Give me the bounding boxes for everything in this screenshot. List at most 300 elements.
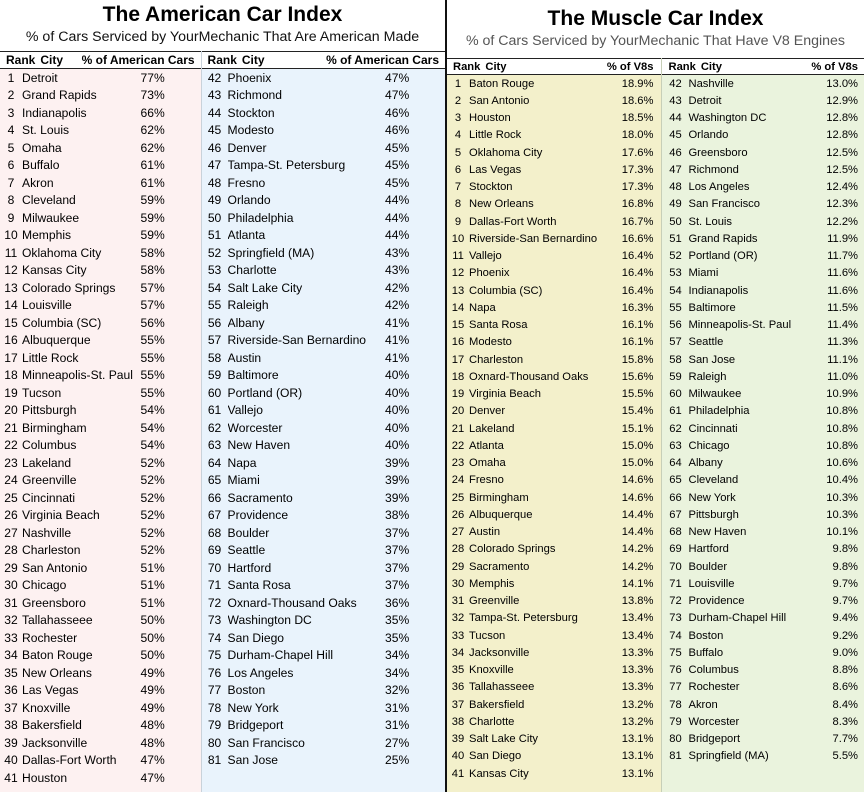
rank-cell: 69	[669, 543, 682, 556]
city-cell: Greenville	[469, 595, 520, 608]
table-row	[202, 332, 445, 350]
pct-cell: 12.4%	[826, 181, 858, 194]
pct-cell: 59%	[140, 210, 165, 225]
american-index-title: The American Car Index	[102, 3, 343, 26]
pct-cell: 14.6%	[621, 474, 654, 487]
city-cell: Miami	[227, 473, 260, 488]
pct-cell: 61%	[140, 158, 165, 173]
pct-cell: 61%	[140, 175, 165, 190]
pct-header: % of V8s	[606, 60, 654, 73]
table-row	[662, 731, 864, 748]
city-cell: Phoenix	[469, 267, 510, 280]
table-row	[447, 472, 661, 489]
rank-cell: 26	[451, 508, 465, 521]
city-cell: Houston	[22, 770, 68, 785]
rank-cell: 69	[207, 543, 222, 558]
pct-cell: 40%	[385, 420, 410, 435]
table-row	[447, 144, 661, 161]
table-header	[0, 51, 201, 69]
rank-cell: 40	[451, 750, 465, 763]
city-cell: Akron	[22, 175, 54, 190]
table-row	[662, 662, 864, 679]
table-row	[0, 314, 201, 332]
table-row	[0, 489, 201, 507]
table-row	[0, 454, 201, 472]
rank-cell: 36	[4, 683, 18, 698]
pct-cell: 59%	[140, 193, 165, 208]
rank-cell: 29	[4, 560, 18, 575]
table-row	[662, 420, 864, 437]
pct-cell: 15.5%	[621, 388, 654, 401]
table-row	[662, 196, 864, 213]
pct-cell: 8.3%	[832, 715, 858, 728]
pct-cell: 38%	[385, 508, 410, 523]
rank-cell: 73	[207, 613, 222, 628]
city-cell: Seattle	[688, 336, 724, 349]
pct-cell: 10.4%	[826, 474, 858, 487]
table-row	[202, 262, 445, 280]
pct-cell: 45%	[385, 175, 410, 190]
rank-cell: 33	[4, 630, 18, 645]
pct-cell: 13.1%	[621, 733, 654, 746]
city-cell: Bakersfield	[22, 718, 82, 733]
city-cell: Las Vegas	[22, 683, 79, 698]
pct-cell: 49%	[140, 700, 165, 715]
pct-cell: 44%	[385, 193, 410, 208]
table-row	[447, 489, 661, 506]
city-cell: Pittsburgh	[22, 403, 77, 418]
city-cell: New Haven	[227, 438, 291, 453]
city-cell: Rochester	[688, 681, 740, 694]
rank-cell: 7	[7, 175, 15, 190]
pct-cell: 37%	[385, 543, 410, 558]
rank-cell: 72	[669, 595, 682, 608]
city-cell: Tucson	[469, 629, 506, 642]
table-row	[0, 192, 201, 210]
table-row	[447, 644, 661, 661]
table-row	[0, 577, 201, 595]
table-row	[0, 209, 201, 227]
table-row	[447, 679, 661, 696]
city-cell: Dallas-Fort Worth	[22, 753, 117, 768]
pct-cell: 56%	[140, 315, 165, 330]
table-row	[202, 647, 445, 665]
city-cell: Tampa-St. Petersburg	[227, 158, 346, 173]
pct-cell: 14.1%	[621, 577, 654, 590]
rank-cell: 17	[451, 353, 465, 366]
rank-cell: 60	[207, 385, 222, 400]
rank-cell: 68	[669, 526, 682, 539]
rank-cell: 13	[4, 280, 18, 295]
table-rows	[447, 75, 661, 782]
city-cell: Albuquerque	[469, 508, 533, 521]
pct-cell: 15.8%	[621, 353, 654, 366]
city-cell: Grand Rapids	[22, 88, 97, 103]
rank-cell: 18	[451, 370, 465, 383]
table-row	[0, 594, 201, 612]
pct-cell: 42%	[385, 298, 410, 313]
table-row	[202, 454, 445, 472]
table-header	[447, 58, 661, 75]
pct-header: % of American Cars	[81, 53, 195, 67]
table-row	[202, 384, 445, 402]
pct-cell: 18.5%	[621, 112, 654, 125]
table-row	[0, 472, 201, 490]
rank-cell: 31	[451, 595, 465, 608]
city-cell: Riverside-San Bernardino	[227, 333, 367, 348]
rank-cell: 59	[669, 370, 682, 383]
pct-cell: 10.3%	[826, 491, 858, 504]
city-cell: Minneapolis-St. Paul	[688, 319, 792, 332]
muscle-index-title: The Muscle Car Index	[547, 7, 764, 30]
pct-cell: 15.1%	[621, 422, 654, 435]
pct-cell: 27%	[385, 735, 410, 750]
city-cell: Tucson	[22, 385, 62, 400]
pct-cell: 12.5%	[826, 163, 858, 176]
city-cell: Louisville	[22, 298, 72, 313]
city-cell: Denver	[227, 140, 267, 155]
table-row	[662, 541, 864, 558]
table-rows	[202, 69, 445, 769]
city-cell: Philadelphia	[227, 210, 294, 225]
rank-cell: 81	[207, 753, 222, 768]
table-row	[0, 402, 201, 420]
city-cell: Sacramento	[227, 490, 293, 505]
muscle-table-right-column	[661, 58, 864, 792]
table-row	[0, 384, 201, 402]
table-header	[202, 51, 445, 69]
pct-cell: 34%	[385, 648, 410, 663]
rank-cell: 59	[207, 368, 222, 383]
pct-cell: 55%	[140, 385, 165, 400]
city-cell: Kansas City	[22, 263, 87, 278]
table-row	[0, 734, 201, 752]
city-cell: Durham-Chapel Hill	[688, 612, 787, 625]
rank-cell: 52	[207, 245, 222, 260]
pct-cell: 12.2%	[826, 215, 858, 228]
rank-cell: 74	[207, 630, 222, 645]
rank-cell: 70	[669, 560, 682, 573]
table-row	[0, 629, 201, 647]
pct-cell: 5.5%	[832, 750, 858, 763]
rank-cell: 33	[451, 629, 465, 642]
table-row	[447, 299, 661, 316]
pct-cell: 55%	[140, 368, 165, 383]
pct-cell: 17.3%	[621, 181, 654, 194]
pct-cell: 10.6%	[826, 457, 858, 470]
pct-cell: 77%	[140, 70, 165, 85]
table-row	[447, 437, 661, 454]
pct-cell: 12.8%	[826, 112, 858, 125]
pct-cell: 16.8%	[621, 198, 654, 211]
rank-cell: 46	[207, 140, 222, 155]
table-row	[447, 110, 661, 127]
table-row	[447, 765, 661, 782]
rank-cell: 45	[207, 123, 222, 138]
rank-cell: 74	[669, 629, 682, 642]
table-row	[662, 179, 864, 196]
pct-cell: 13.2%	[621, 698, 654, 711]
city-cell: Greenville	[22, 473, 77, 488]
rank-header: Rank	[453, 60, 481, 73]
pct-cell: 50%	[140, 648, 165, 663]
rank-cell: 25	[451, 491, 465, 504]
rank-cell: 21	[4, 420, 18, 435]
rank-cell: 40	[4, 753, 18, 768]
pct-cell: 62%	[140, 140, 165, 155]
rank-cell: 53	[669, 267, 682, 280]
table-row	[0, 87, 201, 105]
city-cell: Columbus	[688, 664, 739, 677]
table-row	[662, 644, 864, 661]
table-row	[202, 87, 445, 105]
city-header: City	[40, 53, 64, 67]
city-cell: Bakersfield	[469, 698, 525, 711]
table-row	[202, 279, 445, 297]
rank-cell: 19	[4, 385, 18, 400]
pct-cell: 37%	[385, 525, 410, 540]
rank-cell: 47	[207, 158, 222, 173]
city-cell: Austin	[469, 526, 501, 539]
table-row	[662, 506, 864, 523]
city-cell: Cincinnati	[22, 490, 76, 505]
rank-cell: 61	[207, 403, 222, 418]
muscle-car-index-panel	[447, 0, 864, 792]
city-cell: Stockton	[469, 181, 513, 194]
muscle-table	[447, 58, 864, 792]
city-cell: Providence	[688, 595, 745, 608]
pct-cell: 37%	[385, 560, 410, 575]
pct-cell: 57%	[140, 298, 165, 313]
city-cell: Baton Rouge	[469, 77, 535, 90]
rank-cell: 78	[669, 698, 682, 711]
rank-header: Rank	[668, 60, 696, 73]
rank-cell: 37	[4, 700, 18, 715]
rank-cell: 39	[451, 733, 465, 746]
pct-cell: 8.4%	[832, 698, 858, 711]
rank-cell: 51	[669, 232, 682, 245]
pct-cell: 16.6%	[621, 232, 654, 245]
table-row	[202, 419, 445, 437]
city-cell: Columbia (SC)	[469, 284, 543, 297]
rank-cell: 61	[669, 405, 682, 418]
pct-cell: 52%	[140, 508, 165, 523]
rank-cell: 71	[669, 577, 682, 590]
pct-cell: 14.4%	[621, 526, 654, 539]
rank-header: Rank	[6, 53, 36, 67]
pct-cell: 10.3%	[826, 508, 858, 521]
rank-cell: 3	[454, 112, 462, 125]
city-cell: Napa	[227, 455, 257, 470]
table-row	[202, 629, 445, 647]
rank-cell: 32	[4, 613, 18, 628]
city-cell: Charlotte	[469, 715, 515, 728]
table-row	[0, 367, 201, 385]
city-cell: Baltimore	[227, 368, 279, 383]
pct-cell: 18.6%	[621, 94, 654, 107]
pct-cell: 18.0%	[621, 129, 654, 142]
city-cell: Buffalo	[688, 646, 724, 659]
pct-cell: 15.0%	[621, 457, 654, 470]
table-row	[202, 174, 445, 192]
pct-cell: 10.1%	[826, 526, 858, 539]
rank-cell: 30	[4, 578, 18, 593]
table-row	[447, 541, 661, 558]
pct-cell: 42%	[385, 280, 410, 295]
city-cell: Virginia Beach	[22, 508, 100, 523]
pct-cell: 40%	[385, 438, 410, 453]
pct-cell: 50%	[140, 630, 165, 645]
table-row	[662, 299, 864, 316]
rank-header: Rank	[207, 53, 237, 67]
rank-cell: 2	[454, 94, 462, 107]
pct-cell: 49%	[140, 665, 165, 680]
table-row	[662, 282, 864, 299]
rank-cell: 15	[451, 319, 465, 332]
table-row	[202, 209, 445, 227]
rank-cell: 57	[669, 336, 682, 349]
rank-cell: 19	[451, 388, 465, 401]
table-row	[0, 332, 201, 350]
rank-cell: 79	[207, 718, 222, 733]
city-cell: Tampa-St. Petersburg	[469, 612, 578, 625]
rank-cell: 49	[669, 198, 682, 211]
pct-cell: 11.9%	[827, 232, 858, 245]
city-cell: Pittsburgh	[688, 508, 739, 521]
city-cell: New York	[227, 700, 279, 715]
pct-cell: 12.8%	[826, 129, 858, 142]
city-cell: Portland (OR)	[227, 385, 303, 400]
pct-cell: 34%	[385, 665, 410, 680]
pct-cell: 41%	[385, 315, 410, 330]
pct-cell: 16.1%	[621, 336, 654, 349]
rank-cell: 39	[4, 735, 18, 750]
city-cell: Springfield (MA)	[227, 245, 315, 260]
table-row	[447, 75, 661, 92]
city-cell: Modesto	[469, 336, 512, 349]
rank-cell: 28	[451, 543, 465, 556]
pct-cell: 10.8%	[826, 405, 858, 418]
table-row	[202, 594, 445, 612]
city-cell: Louisville	[688, 577, 735, 590]
city-cell: Philadelphia	[688, 405, 750, 418]
city-cell: Birmingham	[469, 491, 529, 504]
pct-cell: 54%	[140, 420, 165, 435]
pct-cell: 15.6%	[621, 370, 654, 383]
pct-cell: 8.6%	[832, 681, 858, 694]
city-cell: Milwaukee	[22, 210, 80, 225]
city-cell: Denver	[469, 405, 506, 418]
table-row	[447, 696, 661, 713]
table-row	[662, 265, 864, 282]
rank-cell: 4	[454, 129, 462, 142]
rank-cell: 55	[669, 301, 682, 314]
table-row	[662, 679, 864, 696]
pct-cell: 10.8%	[826, 422, 858, 435]
rank-cell: 73	[669, 612, 682, 625]
city-cell: Tallahasseee	[22, 613, 93, 628]
table-row	[662, 489, 864, 506]
table-row	[447, 610, 661, 627]
rank-cell: 44	[669, 112, 682, 125]
pct-cell: 12.9%	[826, 94, 858, 107]
city-cell: Akron	[688, 698, 718, 711]
table-row	[202, 104, 445, 122]
table-row	[0, 699, 201, 717]
city-cell: San Francisco	[227, 735, 305, 750]
pct-cell: 35%	[385, 630, 410, 645]
city-cell: Greensboro	[22, 595, 86, 610]
city-cell: Hartford	[688, 543, 729, 556]
rank-cell: 63	[207, 438, 222, 453]
rank-cell: 30	[451, 577, 465, 590]
pct-cell: 13.1%	[621, 750, 654, 763]
rank-cell: 23	[4, 455, 18, 470]
pct-cell: 47%	[385, 70, 410, 85]
city-cell: San Jose	[688, 353, 736, 366]
city-cell: Boulder	[227, 525, 270, 540]
city-cell: Springfield (MA)	[688, 750, 769, 763]
table-row	[662, 696, 864, 713]
pct-cell: 31%	[385, 700, 410, 715]
city-cell: Austin	[227, 350, 262, 365]
city-cell: San Jose	[227, 753, 278, 768]
table-row	[447, 179, 661, 196]
pct-cell: 13.1%	[621, 767, 654, 780]
city-cell: Cleveland	[688, 474, 739, 487]
city-cell: Nashville	[688, 77, 734, 90]
pct-cell: 50%	[140, 613, 165, 628]
table-row	[0, 349, 201, 367]
city-cell: Richmond	[688, 163, 739, 176]
pct-cell: 40%	[385, 403, 410, 418]
table-row	[662, 144, 864, 161]
city-cell: Jacksonville	[469, 646, 530, 659]
table-row	[0, 542, 201, 560]
pct-cell: 52%	[140, 473, 165, 488]
rank-cell: 16	[451, 336, 465, 349]
city-cell: Worcester	[688, 715, 740, 728]
table-row	[662, 748, 864, 765]
rank-cell: 58	[207, 350, 222, 365]
rank-cell: 25	[4, 490, 18, 505]
city-cell: Oklahoma City	[22, 245, 102, 260]
city-cell: Little Rock	[469, 129, 522, 142]
city-cell: Omaha	[469, 457, 506, 470]
pct-cell: 13.3%	[621, 646, 654, 659]
pct-cell: 16.1%	[621, 319, 654, 332]
table-row	[447, 351, 661, 368]
city-cell: Lakeland	[22, 455, 72, 470]
city-cell: Chicago	[688, 439, 730, 452]
rank-cell: 75	[669, 646, 682, 659]
table-row	[447, 662, 661, 679]
table-row	[0, 69, 201, 87]
city-cell: Orlando	[688, 129, 729, 142]
city-cell: Jacksonville	[22, 735, 88, 750]
rank-cell: 46	[669, 146, 682, 159]
table-row	[447, 265, 661, 282]
city-cell: Boston	[688, 629, 724, 642]
pct-cell: 46%	[385, 105, 410, 120]
rank-cell: 64	[669, 457, 682, 470]
table-row	[202, 192, 445, 210]
city-cell: Oxnard-Thousand Oaks	[469, 370, 589, 383]
city-cell: Tallahasseee	[469, 681, 535, 694]
pct-cell: 55%	[140, 350, 165, 365]
pct-cell: 52%	[140, 490, 165, 505]
rank-cell: 54	[207, 280, 222, 295]
